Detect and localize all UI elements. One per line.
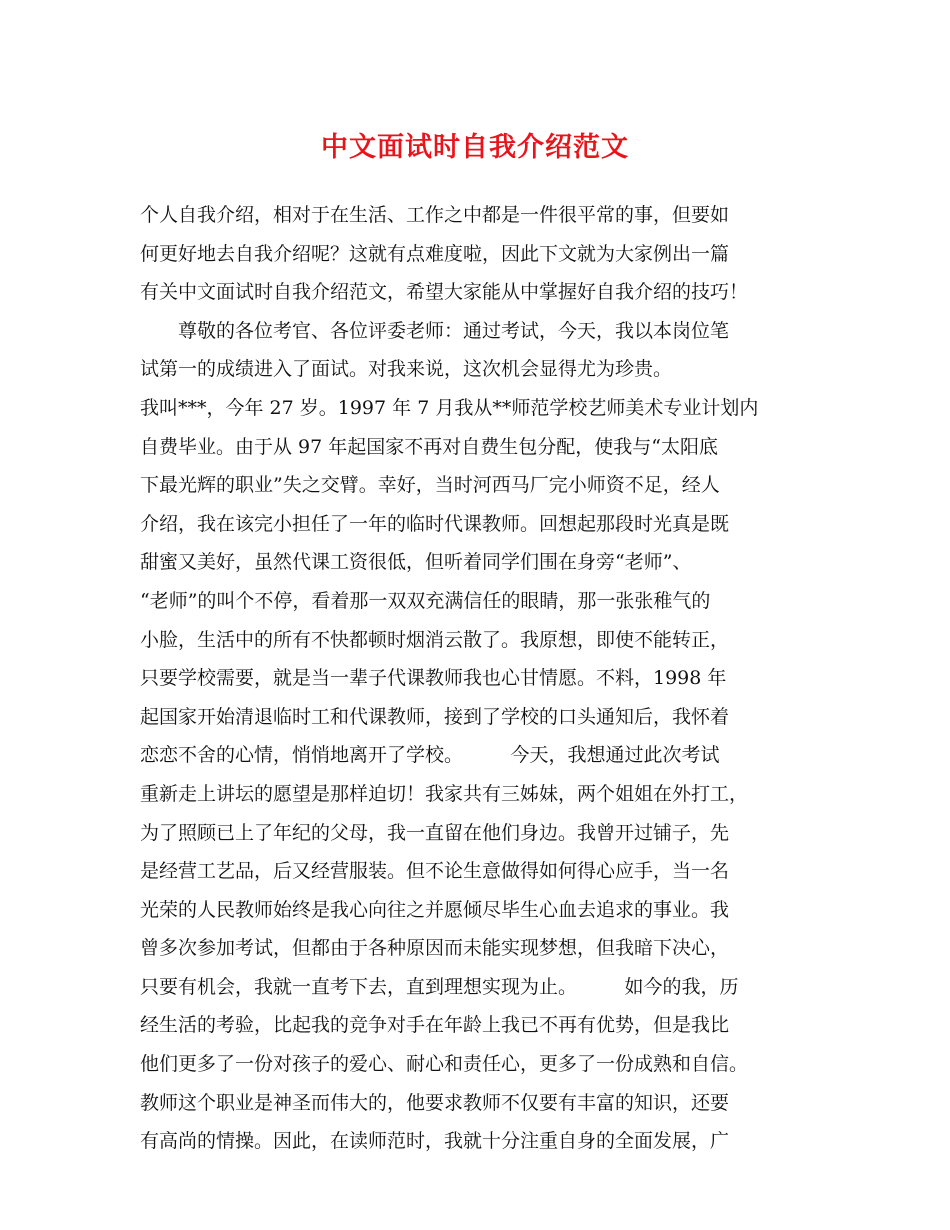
body-line: 曾多次参加考试，但都由于各种原因而未能实现梦想，但我暗下决心， — [140, 937, 730, 960]
body-line: 教师这个职业是神圣而伟大的，他要求教师不仅要有丰富的知识，还要 — [140, 1091, 730, 1114]
body-line: 自费毕业。由于从 97 年起国家不再对自费生包分配，使我与“太阳底 — [140, 435, 718, 458]
body-line: 小脸，生活中的所有不快都顿时烟消云散了。我原想，即使不能转正， — [140, 628, 730, 651]
body-line: 重新走上讲坛的愿望是那样迫切！我家共有三姊妹，两个姐姐在外打工， — [140, 782, 749, 805]
body-line: 下最光辉的职业”失之交臂。幸好，当时河西马厂完小师资不足，经人 — [140, 474, 720, 497]
body-line: 只要学校需要，就是当一辈子代课教师我也心甘情愿。不料，1998 年 — [140, 667, 727, 690]
body-line: 何更好地去自我介绍呢？这就有点难度啦，因此下文就为大家例出一篇 — [140, 242, 730, 265]
body-line: 他们更多了一份对孩子的爱心、耐心和责任心，更多了一份成熟和自信。 — [140, 1053, 749, 1076]
body-line: 是经营工艺品，后又经营服装。但不论生意做得如何得心应手，当一名 — [140, 860, 730, 883]
body-line: 恋恋不舍的心情，悄悄地离开了学校。 今天，我想通过此次考试 — [140, 744, 720, 767]
body-line: 个人自我介绍，相对于在生活、工作之中都是一件很平常的事，但要如 — [140, 204, 730, 226]
body-line: 介绍，我在该完小担任了一年的临时代课教师。回想起那段时光真是既 — [140, 512, 730, 535]
body-line: 为了照顾已上了年纪的父母，我一直留在他们身边。我曾开过铺子，先 — [140, 821, 730, 844]
document-body — [140, 196, 840, 1161]
body-line: 试第一的成绩进入了面试。对我来说，这次机会显得尤为珍贵。 — [140, 358, 673, 381]
body-line: 只要有机会，我就一直考下去，直到理想实现为止。 如今的我，历 — [140, 975, 739, 998]
body-line: 有高尚的情操。因此，在读师范时，我就十分注重自身的全面发展，广 — [140, 1130, 730, 1153]
body-line: 光荣的人民教师始终是我心向往之并愿倾尽毕生心血去追求的事业。我 — [140, 898, 730, 921]
body-line: 经生活的考验，比起我的竞争对手在年龄上我已不再有优势，但是我比 — [140, 1014, 730, 1037]
body-line: 尊敬的各位考官、各位评委老师：通过考试，今天，我以本岗位笔 — [140, 319, 730, 342]
document-title: 中文面试时自我介绍范文 — [321, 132, 629, 163]
body-line: 我叫***，今年 27 岁。1997 年 7 月我从**师范学校艺师美术专业计划内 — [140, 396, 759, 419]
body-line: 起国家开始清退临时工和代课教师，接到了学校的口头通知后，我怀着 — [140, 705, 730, 728]
body-line: “老师”的叫个不停，看着那一双双充满信任的眼睛，那一张张稚气的 — [140, 589, 711, 612]
body-line: 甜蜜又美好，虽然代课工资很低，但听着同学们围在身旁“老师”、 — [140, 551, 692, 574]
body-line: 有关中文面试时自我介绍范文，希望大家能从中掌握好自我介绍的技巧！ — [140, 281, 749, 304]
